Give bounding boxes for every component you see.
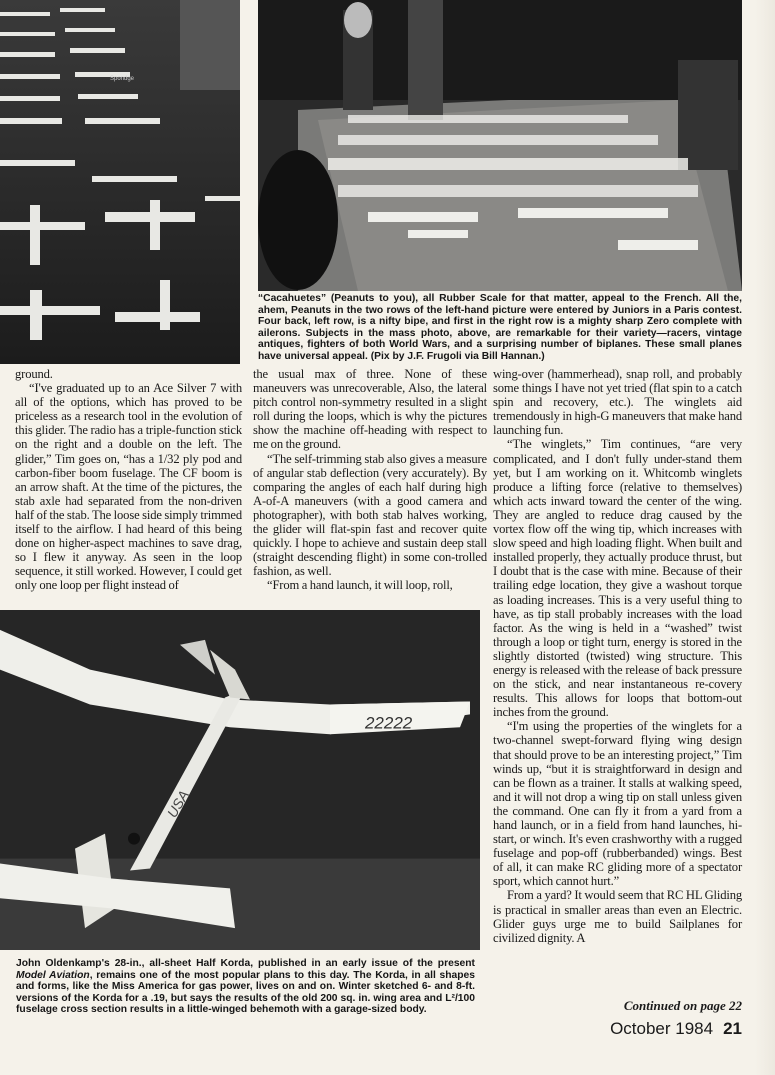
- column-1: [15, 367, 242, 593]
- paragraph: ground.: [15, 367, 53, 381]
- photo-half-korda: [0, 610, 480, 950]
- magazine-title: Model Aviation: [16, 969, 90, 981]
- wing-marking: 22222: [365, 713, 413, 733]
- paragraph: “From a hand launch, it will loop, roll,: [267, 578, 453, 593]
- peanut-rows-image: [0, 0, 240, 364]
- caption-text: , remains one of the most popular plans to this day. The Korda, in all shapes and forms, like the Miss America for gas power, lives on and on. Winter sketched 6- and 8-ft. versions of the Korda for a .19, but says the results of the old 200 sq. in. wing area and L²/100 fuselage cross section results in a little-winged behemoth with a garage-sized body.: [16, 969, 476, 1016]
- page-edge: [755, 0, 775, 1075]
- issue-date: October 1984: [610, 1019, 714, 1038]
- paragraph: the usual max of three. None of these maneuvers was unrecoverable, Also, the lateral pitch control non-symmetry resulted in a slight roll during the loops, which is why the pictures show the machine off-heading with respect to me on the ground.: [253, 367, 487, 452]
- bottom-photo-caption: [16, 958, 475, 1016]
- paragraph: From a yard? It would seem that RC HL Gliding is practical in smaller areas than even an Electric. Glider guys urge me to build Sailplanes for civilized dignity. A: [493, 888, 742, 945]
- top-photo-caption: “Cacahuetes” (Peanuts to you), all Rubber Scale for that matter, appeal to the French. All the, ahem, Peanuts in the two rows of the left-hand picture were entered by Juniors in a Paris contest. Four back, left row, is a nifty bipe, and first in the right row is a mighty sharp Zero complete with ailerons. Subjects in the mass photo, above, are remarkable for their variety—racers, vintage antiques, fighters of both World Wars, and a surprising number of biplanes. These small planes have universal appeal. (Pix by J.F. Frugoli via Bill Hannan.): [258, 293, 742, 362]
- paragraph: wing-over (hammerhead), snap roll, and probably some things I have not yet tried (flat spin to a catch spin and recovery, etc.). The winglets aid tremendously in high-G maneuvers that make hand launching fun.: [493, 367, 742, 438]
- fuselage-marking: USA: [163, 787, 192, 821]
- page-footer: [560, 1019, 742, 1039]
- photo-mass-peanuts: [258, 0, 742, 291]
- mass-peanuts-image: [258, 0, 742, 291]
- page-number: 21: [723, 1019, 742, 1038]
- paragraph: “I've graduated up to an Ace Silver 7 with all of the options, which has proved to be priceless as a research tool in the evolution of this glider. The radio has a triple-function stick on the right and a double on the left. The glider,” Tim goes on, “has a 1/32 ply pod and carbon-fiber boom fuselage. The CF boom is an arrow shaft. At the time of the pictures, the stab axle had separated from the non-driven half of the stab. The loose side simply trimmed itself to the airflow. I had heard of this being done on higher-aspect machines to save drag, so I flew it anyway. As seen in the loop sequence, it still worked. However, I could get only one loop per flight instead of: [15, 381, 243, 593]
- paragraph: “The self-trimming stab also gives a measure of angular stab deflection (very accurately). By comparing the angles of each half during high A-of-A maneuvers (with a good camera and photographer), with both stab halves working, the glider will flat-spin fast and recover quite quickly. I hope to achieve and sustain deep stall (straight descending flight) in some con-trolled fashion, as well.: [253, 451, 487, 579]
- stencil-text: Spondge: [110, 76, 135, 82]
- column-2: [253, 367, 487, 593]
- paragraph: “I'm using the properties of the winglets for a two-channel swept-forward flying wing design that should prove to be an interesting project,” Tim winds up, “but it is straightforward in design and can be flown as a trainer. It stalls at walking speed, and it will not drop a wing tip on stall unless given the command. One can fly it from a yard from a hand launch, or in a field from hand launches, hi-start, or winch. It's even crashworthy with a rugged fuselage and pop-off (rubberbanded) wings. Best of all, it can make RC gliding more of a spectator sport, which cannot hurt.”: [493, 719, 742, 889]
- continued-on-link: Continued on page 22: [623, 998, 742, 1013]
- half-korda-image: [0, 610, 480, 950]
- caption-text: John Oldenkamp's 28-in., all-sheet Half Korda, published in an early issue of the present: [16, 958, 475, 969]
- paragraph: “The winglets,” Tim continues, “are very complicated, and I don't fully under-stand them yet, but I am working on it. Whitcomb winglets produce a lifting force (relative to themselves) which acts inward toward the center of the wing. They are angled to reduce drag caused by the vortex flow off the wing tip, which increases with slow speed and high loading flight. When built and installed properly, they actually produce thrust, but I doubt that is the case with mine. Because of their trailing edge location, they give a washout torque as loading increases. This is a very useful thing to have, as tip stall probably increases with the load factor. As the wing is held in a “washed” twist through a loop or tight turn, energy is stored in the slightly distorted (twisted) wing structure. This energy is released with the release of back pressure on the stick, and near instantaneous re-covery results. This allows for loops that bottom-out inches from the ground.: [493, 437, 742, 720]
- column-3: [493, 367, 742, 945]
- photo-peanut-rows: [0, 0, 240, 364]
